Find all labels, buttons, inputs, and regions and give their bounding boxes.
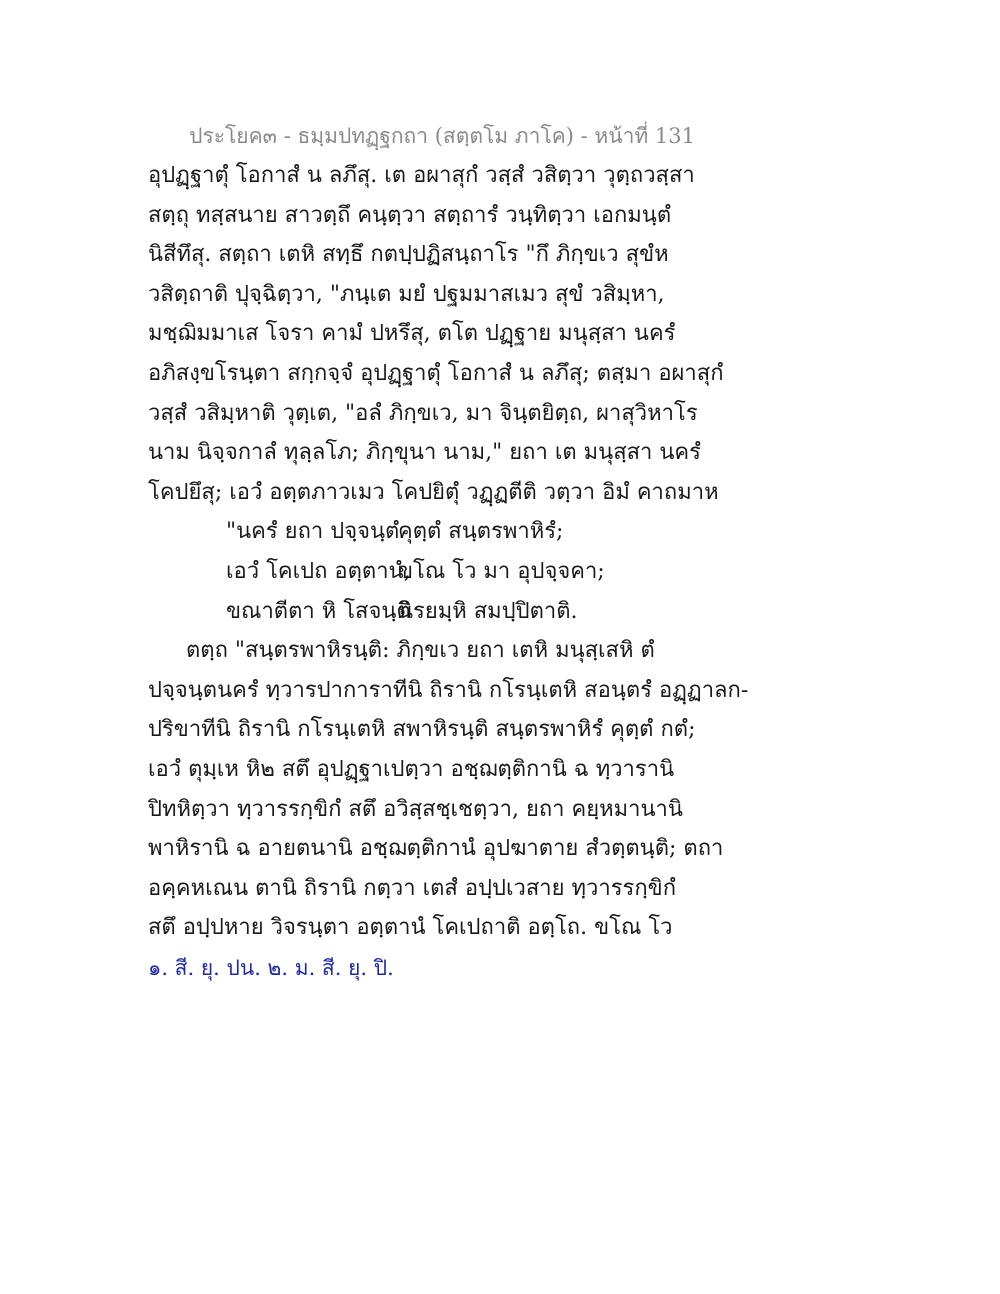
verse-line	[148, 552, 868, 592]
text-line: อภิสงฺขโรนฺตา สกฺกจฺจํ อุปฏฺฐาตุํ โอกาสํ น ลภึสุ; ตสฺมา อผาสุกํ	[148, 360, 724, 386]
text-line: ปิทหิตฺวา ทฺวารรกฺขิกํ สตึ อวิสฺสชฺเชตฺวา, ยถา คยฺหมานานิ	[148, 796, 683, 822]
text-line: โคปยึสุ; เอวํ อตฺตภาวเมว โคปยิตุํ วฏฺฏตีติ วตฺวา อิมํ คาถมาห	[148, 479, 719, 505]
text-line: อคฺคหเณน ตานิ ถิรานิ กตฺวา เตสํ อปฺปเวสาย ทฺวารรกฺขิกํ	[148, 875, 677, 901]
text-line: นาม นิจฺจกาลํ ทุลฺลโภ; ภิกฺขุนา นาม," ยถา เต มนุสฺสา นครํ	[148, 440, 701, 466]
text-line: นิสีทึสุ. สตฺถา เตหิ สทฺธึ กตปฺปฏิสนฺถาโร "กึ ภิกฺขเว สุขํห	[148, 242, 669, 268]
text-line: อุปฏฺฐาตุํ โอกาสํ น ลภึสุ. เต อผาสุกํ วสฺสํ วสิตฺวา วุตฺถวสฺสา	[148, 163, 695, 188]
text-line: ตตฺถ "สนฺตรพาหิรนฺติ: ภิกฺขเว ยถา เตหิ มนุสฺเสหิ ตํ	[186, 638, 655, 664]
text-line: ปริขาทีนิ ถิรานิ กโรนฺเตหิ สพาหิรนฺติ สนฺตรพาหิรํ คุตฺตํ กตํ;	[148, 717, 696, 743]
page-body	[148, 156, 868, 948]
verse-hemistich-b: นิรยมฺหิ สมปฺปิตาติ.	[398, 598, 578, 624]
verse-line	[148, 592, 868, 632]
text-line: สตึ อปฺปหาย วิจรนฺตา อตฺตานํ โคเปถาติ อตฺโถ. ขโณ โว	[148, 915, 673, 941]
text-line: วสิตฺถาติ ปุจฺฉิตฺวา, "ภนฺเต มยํ ปฐมมาสเมว สุขํ วสิมฺหา,	[148, 281, 665, 307]
text-line: สตฺถุ ทสฺสนาย สาวตฺถึ คนฺตฺวา สตฺถารํ วนฺทิตฺวา เอกมนฺตํ	[148, 202, 672, 228]
text-line: มชฺฌิมมาเส โจรา คามํ ปหรึสุ, ตโต ปฏฺฐาย มนุสฺสา นครํ	[148, 321, 676, 347]
verse-hemistich-b: คุตฺตํ สนฺตรพาหิรํ;	[398, 519, 564, 545]
verse-hemistich-a: เอวํ โคเปถ อตฺตานํ,	[226, 558, 411, 584]
footnote: ๑. สี. ยุ. ปน. ๒. ม. สี. ยุ. ปิ.	[148, 956, 394, 980]
verse-hemistich-a: "นครํ ยถา ปจฺจนฺตํ	[226, 519, 400, 545]
text-line: เอวํ ตุมฺเห หิ๒ สตึ อุปฏฺฐาเปตฺวา อชฺฌตฺติกานิ ฉ ทฺวารานิ	[148, 756, 675, 782]
verse-line	[148, 512, 868, 552]
text-line: วสฺสํ วสิมฺหาติ วุตฺเต, "อลํ ภิกฺขเว, มา จินฺตยิตฺถ, ผาสุวิหาโร	[148, 400, 698, 426]
text-line: ปจฺจนฺตนครํ ทฺวารปาการาทีนิ ถิรานิ กโรนฺเตหิ สอนฺตรํ อฏฺฏาลก-	[148, 677, 749, 703]
verse-hemistich-b: ขโณ โว มา อุปจฺจคา;	[398, 558, 605, 584]
running-header: ประโยค๓ - ธมฺมปทฏฺฐกถา (สตฺตโม ภาโค) - หน้าที่ 131	[189, 124, 695, 148]
verse-hemistich-a: ขณาตีตา หิ โสจนฺติ	[226, 598, 411, 624]
text-line: พาหิรานิ ฉ อายตนานิ อชฺฌตฺติกานํ อุปฆาตาย สํวตฺตนฺติ; ตถา	[148, 836, 724, 862]
